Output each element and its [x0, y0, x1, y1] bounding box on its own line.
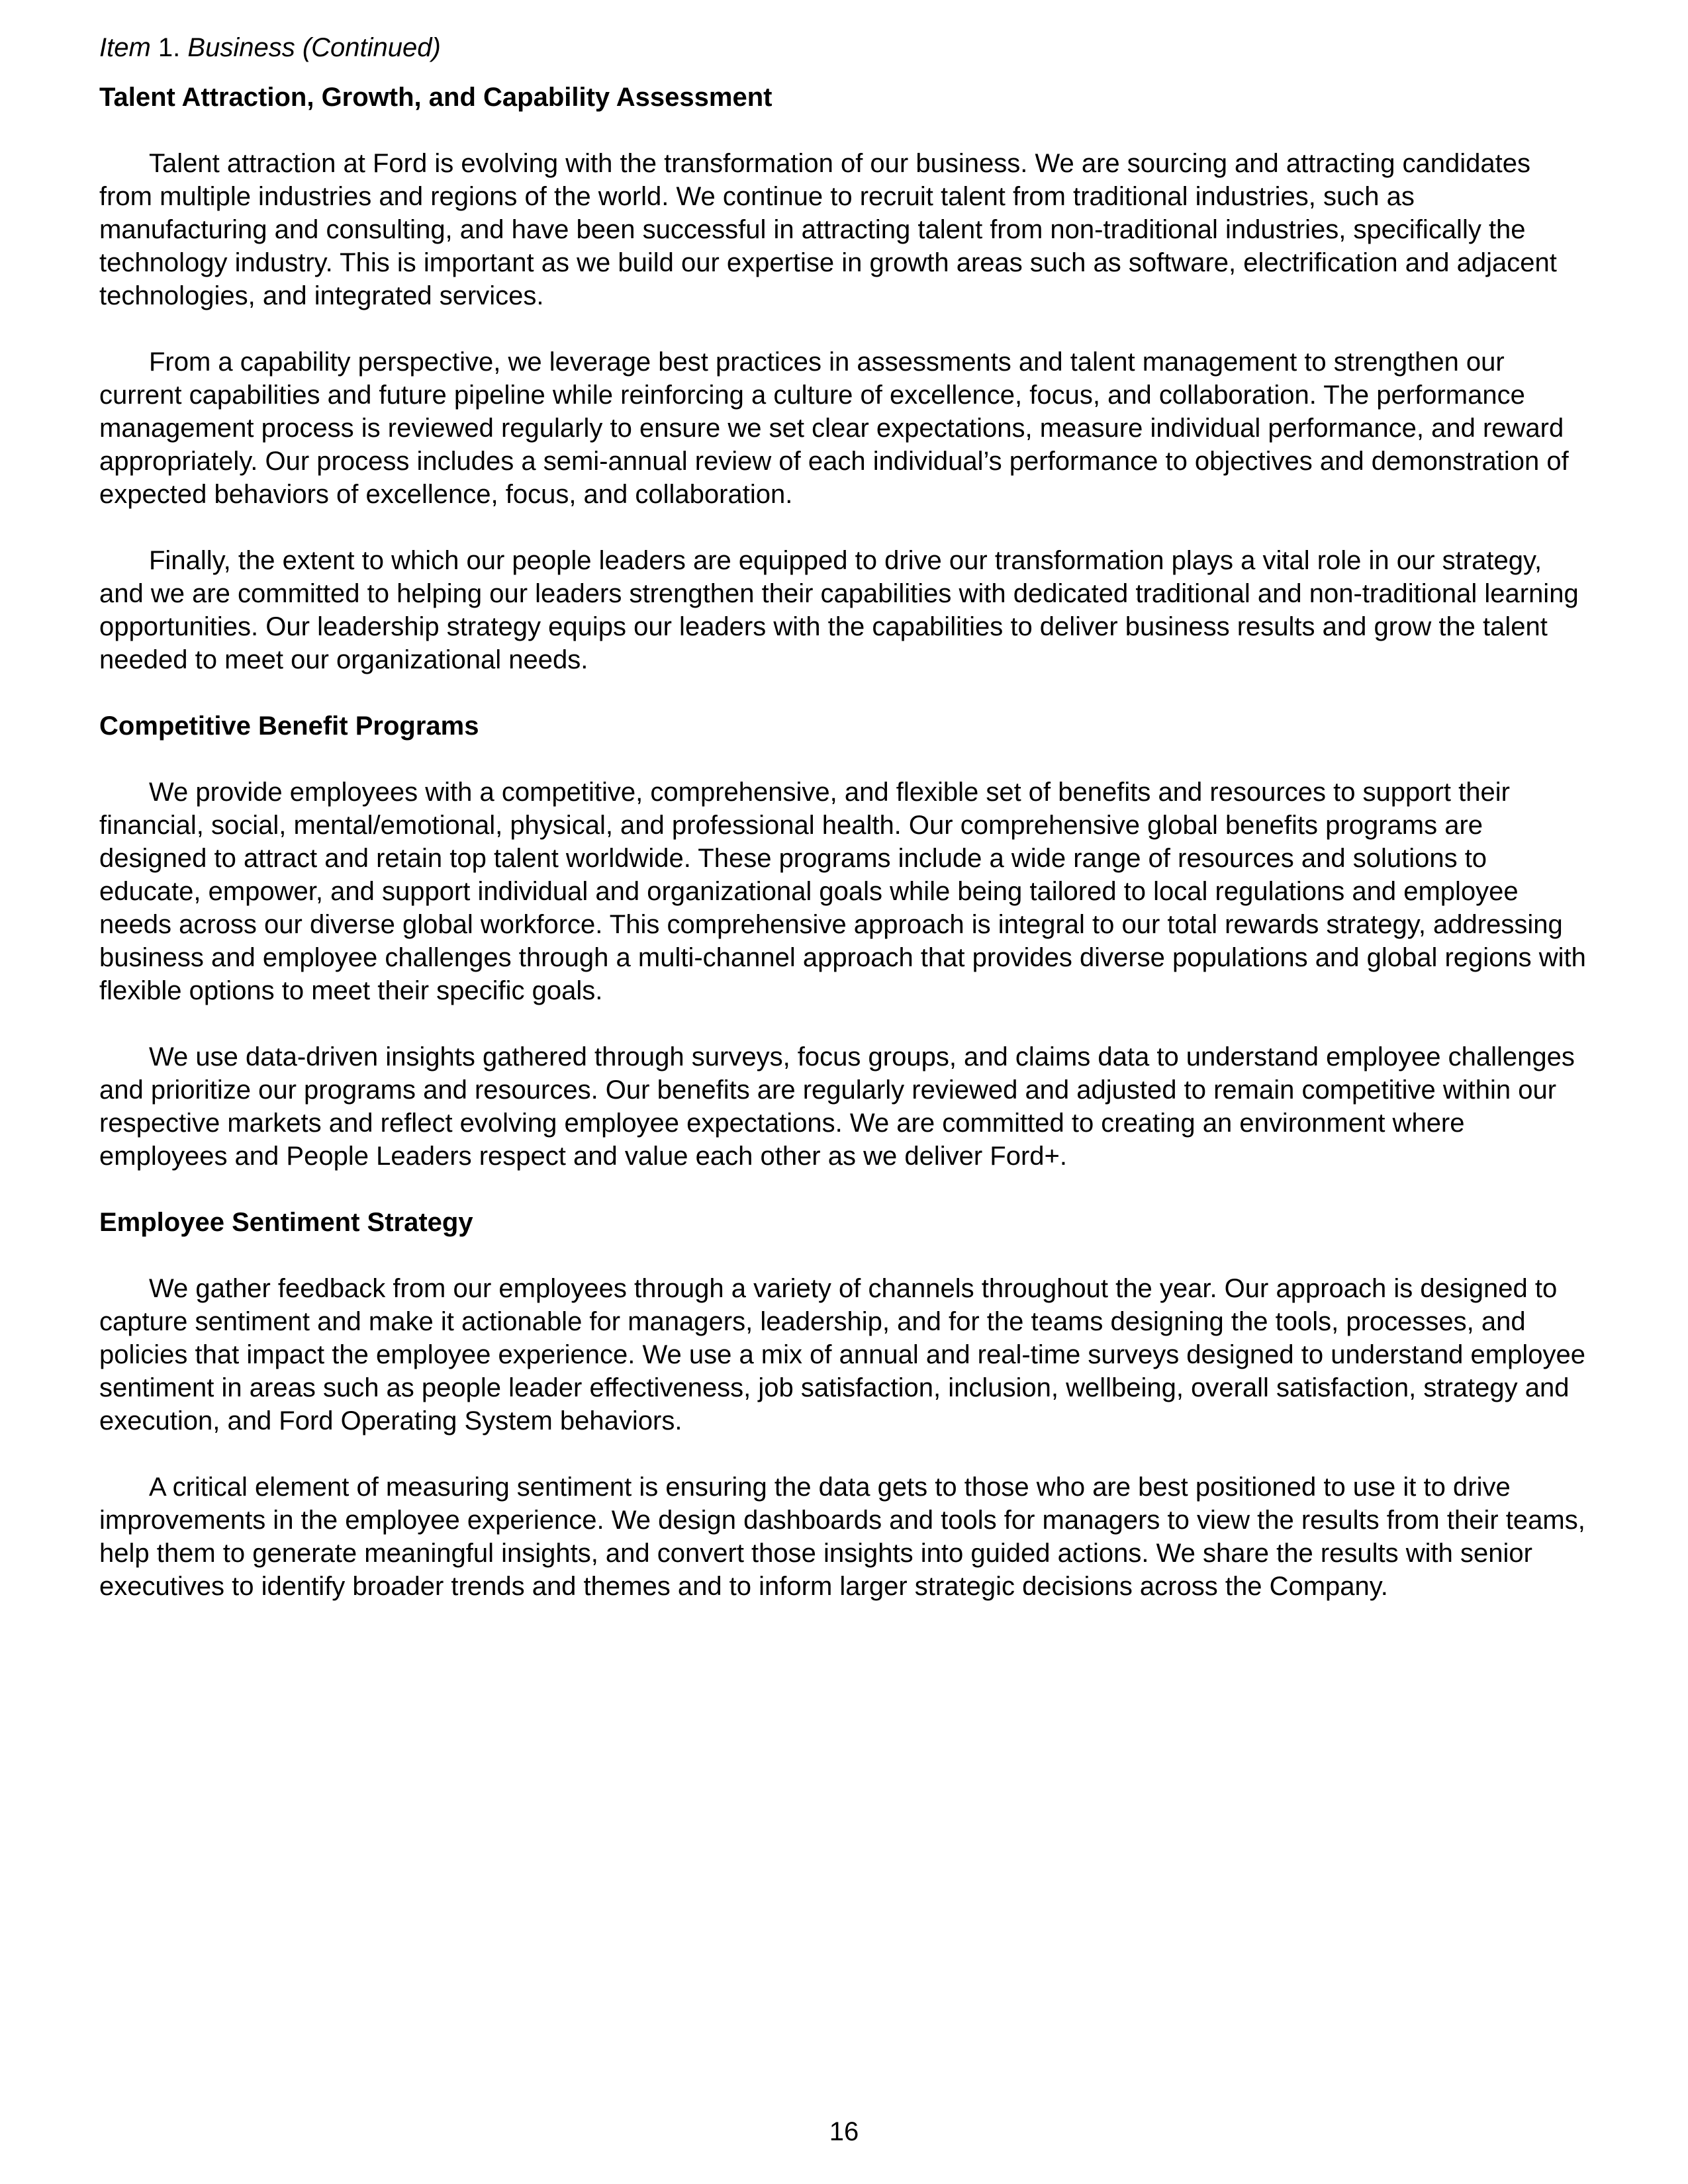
section-talent-attraction [99, 81, 1589, 676]
page-number: 16 [829, 2117, 859, 2146]
section-employee-sentiment [99, 1206, 1589, 1603]
header-item-title: Business (Continued) [180, 33, 441, 62]
section-heading: Employee Sentiment Strategy [99, 1208, 473, 1237]
body-paragraph: Finally, the extent to which our people leaders are equipped to drive our transformation plays a vital role in our strategy, and we are committed to helping our leaders strengthen their capabilities with dedicated traditional and non-traditional learning opportunities. Our leadership strategy equips our leaders with the capabilities to deliver business results and grow the talent needed to meet our organizational needs. [99, 546, 1579, 674]
document-page [99, 28, 1589, 1636]
section-competitive-benefits [99, 709, 1589, 1173]
body-paragraph: A critical element of measuring sentiment is ensuring the data gets to those who are best positioned to use it to drive improvements in the employee experience. We design dashboards and tools for managers to view the results from their teams, help them to generate meaningful insights, and convert those insights into guided actions. We share the results with senior executives to identify broader trends and themes and to inform larger strategic decisions across the Company. [99, 1473, 1585, 1601]
section-heading: Talent Attraction, Growth, and Capability Assessment [99, 83, 773, 112]
header-item-number: 1. [150, 33, 181, 62]
header-item-word: Item [99, 33, 151, 62]
running-header [99, 28, 1589, 68]
body-paragraph: Talent attraction at Ford is evolving with the transformation of our business. We are sourcing and attracting candidates from multiple industries and regions of the world. We continue to recruit talent from traditional industries, such as manufacturing and consulting, and have been successful in attracting talent from non-traditional industries, specifically the technology industry. This is important as we build our expertise in growth areas such as software, electrification and adjacent technologies, and integrated services. [99, 149, 1557, 310]
body-paragraph: We gather feedback from our employees through a variety of channels throughout the year. Our approach is designed to capture sentiment and make it actionable for managers, leadership, and for the teams designing the tools, processes, and policies that impact the employee experience. We use a mix of annual and real-time surveys designed to understand employee sentiment in areas such as people leader effectiveness, job satisfaction, inclusion, wellbeing, overall satisfaction, strategy and execution, and Ford Operating System behaviors. [99, 1274, 1585, 1435]
body-paragraph: From a capability perspective, we leverage best practices in assessments and talent management to strengthen our current capabilities and future pipeline while reinforcing a culture of excellence, focus, and collaboration. The performance management process is reviewed regularly to ensure we set clear expectations, measure individual performance, and reward appropriately. Our process includes a semi-annual review of each individual’s performance to objectives and demonstration of expected behaviors of excellence, focus, and collaboration. [99, 347, 1569, 509]
body-paragraph: We provide employees with a competitive, comprehensive, and flexible set of benefits and resources to support their financial, social, mental/emotional, physical, and professional health. Our comprehensive global benefits programs are designed to attract and retain top talent worldwide. These programs include a wide range of resources and solutions to educate, empower, and support individual and organizational goals while being tailored to local regulations and employee needs across our diverse global workforce. This comprehensive approach is integral to our total rewards strategy, addressing business and employee challenges through a multi-channel approach that provides diverse populations and global regions with flexible options to meet their specific goals. [99, 778, 1586, 1005]
body-paragraph: We use data-driven insights gathered through surveys, focus groups, and claims data to understand employee challenges and prioritize our programs and resources. Our benefits are regularly reviewed and adjusted to remain competitive within our respective markets and reflect evolving employee expectations. We are committed to creating an environment where employees and People Leaders respect and value each other as we deliver Ford+. [99, 1042, 1575, 1171]
section-heading: Competitive Benefit Programs [99, 711, 479, 741]
